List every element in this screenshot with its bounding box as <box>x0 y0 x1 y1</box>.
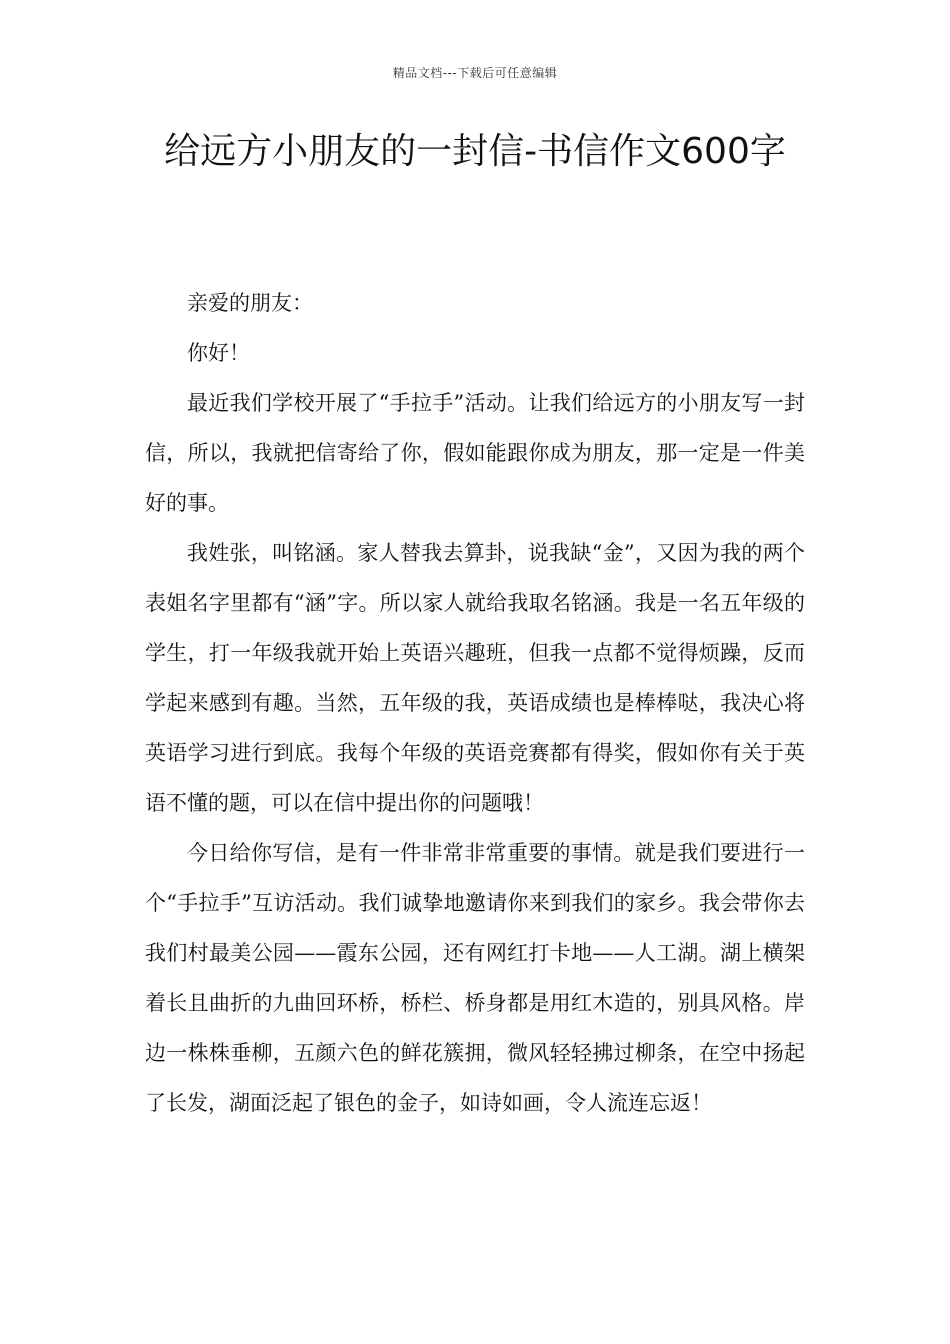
paragraph-invitation: 今日给你写信，是有一件非常非常重要的事情。就是我们要进行一个“手拉手”互访活动。我们诚挚地邀请你来到我们的家乡。我会带你去我们村最美公园——霞东公园，还有网红打卡地——人工湖。湖上横架着长且曲折的九曲回环桥，桥栏、桥身都是用红木造的，别具风格。岸边一株株垂柳，五颜六色的鲜花簇拥，微风轻轻拂过柳条，在空中扬起了长发，湖面泛起了银色的金子，如诗如画，令人流连忘返！ <box>145 841 805 1115</box>
paragraph-intro: 最近我们学校开展了“手拉手”活动。让我们给远方的小朋友写一封信，所以，我就把信寄给了你，假如能跟你成为朋友，那一定是一件美好的事。 <box>145 391 805 515</box>
salutation: 亲爱的朋友： <box>187 291 313 315</box>
letter-body <box>145 278 805 1128</box>
greeting: 你好！ <box>187 341 250 365</box>
paragraph-self-introduction: 我姓张，叫铭涵。家人替我去算卦，说我缺“金”，又因为我的两个表姐名字里都有“涵”字。所以家人就给我取名铭涵。我是一名五年级的学生，打一年级我就开始上英语兴趣班，但我一点都不觉得烦躁，反而学起来感到有趣。当然，五年级的我，英语成绩也是棒棒哒，我决心将英语学习进行到底。我每个年级的英语竞赛都有得奖，假如你有关于英语不懂的题，可以在信中提出你的问题哦！ <box>145 541 805 815</box>
page-header: 精品文档---下载后可任意编辑 <box>392 66 558 80</box>
document-title: 给远方小朋友的一封信-书信作文600字 <box>164 131 786 172</box>
